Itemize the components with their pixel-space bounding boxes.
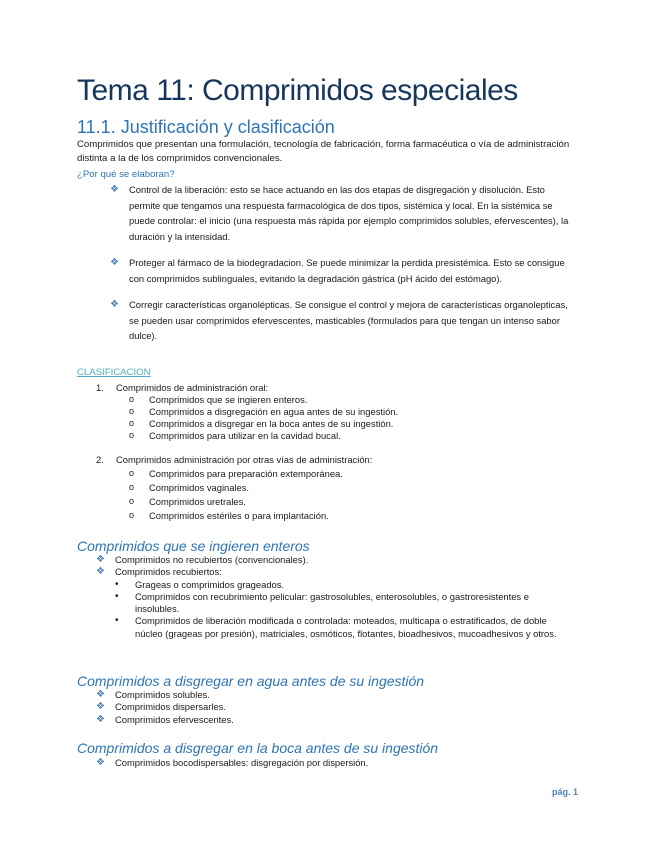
boca-list xyxy=(96,757,571,769)
list-item: ❖ Comprimidos efervescentes. xyxy=(96,713,234,725)
list-item: ❖ Comprimidos solubles. xyxy=(96,689,210,700)
list-item: o Comprimidos vaginales. xyxy=(129,482,250,493)
why-list xyxy=(110,182,570,344)
list-item: o Comprimidos para preparación extemporánea. xyxy=(129,468,343,479)
list-item: ❖ Corregir características organolépticas. Se consigue el control y mejora de características organolepticas, se pueden usar comprimidos efervescentes, masticables (formulados para que tengan un intenso sabor dulce). xyxy=(110,299,568,341)
list-item: ❖ Control de la liberación: esto se hace actuando en las dos etapas de disgregación y disolución. Esto permite que tengamos una respuesta farmacológica de dos tipos, sistémica y local. En la sistémica se puede controlar: el inicio (una respuesta más rápida por ejemplo comprimidos solubles, efervescentes), la duración y la intensidad. xyxy=(110,184,569,242)
enteros-heading: Comprimidos que se ingieren enteros xyxy=(77,538,310,554)
list-item: o Comprimidos uretrales. xyxy=(129,496,246,507)
clasificacion-heading: CLASIFICACION xyxy=(77,367,151,378)
page-title: Tema 11: Comprimidos especiales xyxy=(77,74,518,107)
circle-bullet-icon: o xyxy=(129,510,135,520)
diamond-bullet-icon: ❖ xyxy=(96,566,105,578)
sub-list xyxy=(116,467,556,523)
enteros-list xyxy=(96,554,571,640)
diamond-bullet-icon: ❖ xyxy=(110,257,119,268)
circle-bullet-icon: o xyxy=(129,394,135,404)
diamond-bullet-icon: ❖ xyxy=(96,757,105,768)
diamond-bullet-icon: ❖ xyxy=(110,184,119,195)
dot-bullet-icon: • xyxy=(115,590,119,602)
list-item: ❖ Proteger al fármaco de la biodegradacion. Se puede minimizar la perdida presistémica. Esto se consigue con comprimidos sublinguales, evitando la degradación gástrica (pH ácido del estómago). xyxy=(110,257,565,284)
list-item: o Comprimidos estériles o para implantación. xyxy=(129,510,329,521)
agua-heading: Comprimidos a disgregar en agua antes de su ingestión xyxy=(77,673,425,689)
dot-bullet-icon: • xyxy=(115,578,119,590)
diamond-bullet-icon: ❖ xyxy=(96,554,105,565)
list-item: ❖ Comprimidos dispersarles. xyxy=(96,701,226,713)
list-item: o Comprimidos para utilizar en la cavidad bucal. xyxy=(129,430,341,441)
agua-list xyxy=(96,689,571,726)
why-heading: ¿Por qué se elaboran? xyxy=(77,169,175,180)
circle-bullet-icon: o xyxy=(129,406,135,416)
page-number: pág. 1 xyxy=(552,787,579,797)
list-item: • Comprimidos con recubrimiento pelicular: gastrosolubles, enterosolubles, o gastroresistentes e insolubles. xyxy=(115,590,529,615)
clasificacion-list xyxy=(96,382,556,523)
diamond-bullet-icon: ❖ xyxy=(96,713,105,725)
list-item: • Comprimidos de liberación modificada o controlada: moteados, multicapa o estratificados, de doble núcleo (grageas por presión), matriciales, osmóticos, flotantes, bioadhesivos, mucoadhesivos y otros. xyxy=(115,615,557,639)
intro-paragraph: Comprimidos que presentan una formulación, tecnología de fabricación, forma farmacéutica o vía de administración distinta a la de los comprimidos convencionales. xyxy=(77,139,570,164)
list-item: o Comprimidos a disgregar en la boca antes de su ingestión. xyxy=(129,418,394,429)
list-item: • Grageas o comprimidos grageados. xyxy=(115,578,285,590)
circle-bullet-icon: o xyxy=(129,482,135,492)
circle-bullet-icon: o xyxy=(129,430,135,440)
list-item: o Comprimidos a disgregación en agua antes de su ingestión. xyxy=(129,406,399,417)
list-item: 1. Comprimidos de administración oral: o Comprimidos que se ingieren enteros. o Comprimidos a disgregación en agua antes de su ingestión. o Comprimidos a disgregar en la boca antes de su ingestión. o Comprimidos para utilizar en la cavidad bucal. xyxy=(96,382,556,442)
list-item: o Comprimidos que se ingieren enteros. xyxy=(129,394,308,405)
list-item: ❖ Comprimidos bocodispersables: disgregación por dispersión. xyxy=(96,757,369,768)
section-heading: 11.1. Justificación y clasificación xyxy=(77,117,335,137)
sub-list xyxy=(96,579,571,640)
circle-bullet-icon: o xyxy=(129,418,135,428)
diamond-bullet-icon: ❖ xyxy=(96,689,105,700)
list-item: ❖ Comprimidos no recubiertos (convencionales). xyxy=(96,554,309,565)
diamond-bullet-icon: ❖ xyxy=(110,299,119,310)
diamond-bullet-icon: ❖ xyxy=(96,701,105,713)
list-item: 2. Comprimidos administración por otras vías de administración: o Comprimidos para preparación extemporánea. o Comprimidos vaginales. o Comprimidos uretrales. o Comprimidos estériles o para implantación. xyxy=(96,453,556,523)
circle-bullet-icon: o xyxy=(129,468,135,478)
sub-list xyxy=(116,394,556,442)
list-item: ❖ Comprimidos recubiertos: xyxy=(96,566,222,578)
dot-bullet-icon: • xyxy=(115,615,119,627)
boca-heading: Comprimidos a disgregar en la boca antes de su ingestión xyxy=(77,740,439,756)
circle-bullet-icon: o xyxy=(129,496,135,506)
